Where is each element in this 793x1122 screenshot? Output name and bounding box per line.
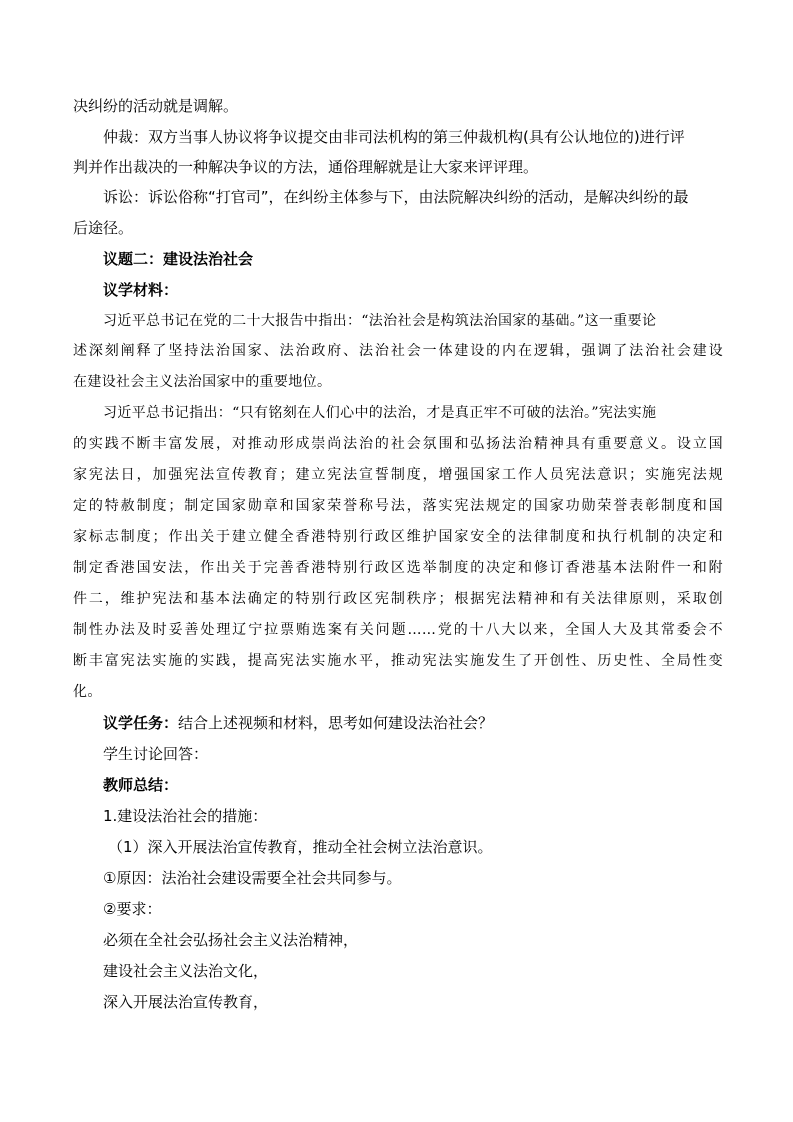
reason-line: ①原因：法治社会建设需要全社会共同参与。 (103, 869, 402, 887)
material-line: 定的特赦制度；制定国家勋章和国家荣誉称号法，落实宪法规定的国家功勋荣誉表彰制度和国 (73, 498, 723, 514)
litigation-paragraph: 诉讼：诉讼俗称“打官司”，在纠纷主体参与下，由法院解决纠纷的活动，是解决纠纷的最 (103, 188, 689, 206)
material-line: 断丰富宪法实施的实践，提高宪法实施水平，推动宪法实施发生了开创性、历史性、全局性变 (73, 653, 723, 669)
discussion-line: 学生讨论回答： (103, 745, 209, 763)
material-line: 家宪法日，加强宪法宣传教育；建立宪法宣誓制度，增强国家工作人员宪法意识；实施宪法规 (73, 467, 723, 483)
material-line: 述深刻阐释了坚持法治国家、法治政府、法治社会一体建设的内在逻辑，强调了法治社会建设 (73, 343, 723, 359)
material-line: 家标志制度；作出关于建立健全香港特别行政区维护国家安全的法律制度和执行机制的决定和 (73, 529, 723, 545)
sub-point: （1）深入开展法治宣传教育，推动全社会树立法治意识。 (108, 838, 493, 856)
requirement-item: 必须在全社会弘扬社会主义法治精神， (103, 931, 359, 949)
text-line: 决纠纷的活动就是调解。 (73, 97, 239, 115)
material-line: 的实践不断丰富发展，对推动形成崇尚法治的社会氛围和弘扬法治精神具有重要意义。设立国 (73, 436, 723, 452)
arbitration-paragraph: 仲裁：双方当事人协议将争议提交由非司法机构的第三仲裁机构(具有公认地位的)进行评 (103, 128, 685, 146)
task-text: 结合上述视频和材料，思考如何建设法治社会？ (178, 714, 494, 732)
task-label: 议学任务： (103, 714, 179, 732)
material-line: 制性办法及时妥善处理辽宁拉票贿选案有关问题……党的十八大以来，全国人大及其常委会不 (73, 622, 723, 638)
material-line: 件二，维护宪法和基本法确定的特别行政区宪制秩序；根据宪法精神和有关法律原则，采取创 (73, 591, 723, 607)
material-line: 制定香港国安法，作出关于完善香港特别行政区选举制度的决定和修订香港基本法附件一和附 (73, 560, 723, 576)
task-line (103, 713, 723, 733)
point-heading: 1.建设法治社会的措施： (103, 807, 268, 825)
material-line: 在建设社会主义法治国家中的重要地位。 (73, 374, 332, 390)
material-line: 化。 (73, 684, 102, 700)
section-heading: 议题二：建设法治社会 (103, 250, 254, 268)
material-line: 习近平总书记在党的二十大报告中指出：“法治社会是构筑法治国家的基础。”这一重要论 (103, 313, 657, 329)
material-line: 习近平总书记指出：“只有铭刻在人们心中的法治，才是真正牢不可破的法治。”宪法实施 (103, 405, 657, 421)
requirement-item: 建设社会主义法治文化， (103, 962, 269, 980)
requirement-item: 深入开展法治宣传教育， (103, 993, 269, 1011)
require-line: ②要求： (103, 900, 162, 918)
text-line: 判并作出裁决的一种解决争议的方法，通俗理解就是让大家来评评理。 (73, 158, 539, 176)
summary-heading: 教师总结： (103, 776, 179, 794)
text-line: 后途径。 (73, 219, 134, 237)
material-heading: 议学材料： (103, 281, 179, 299)
